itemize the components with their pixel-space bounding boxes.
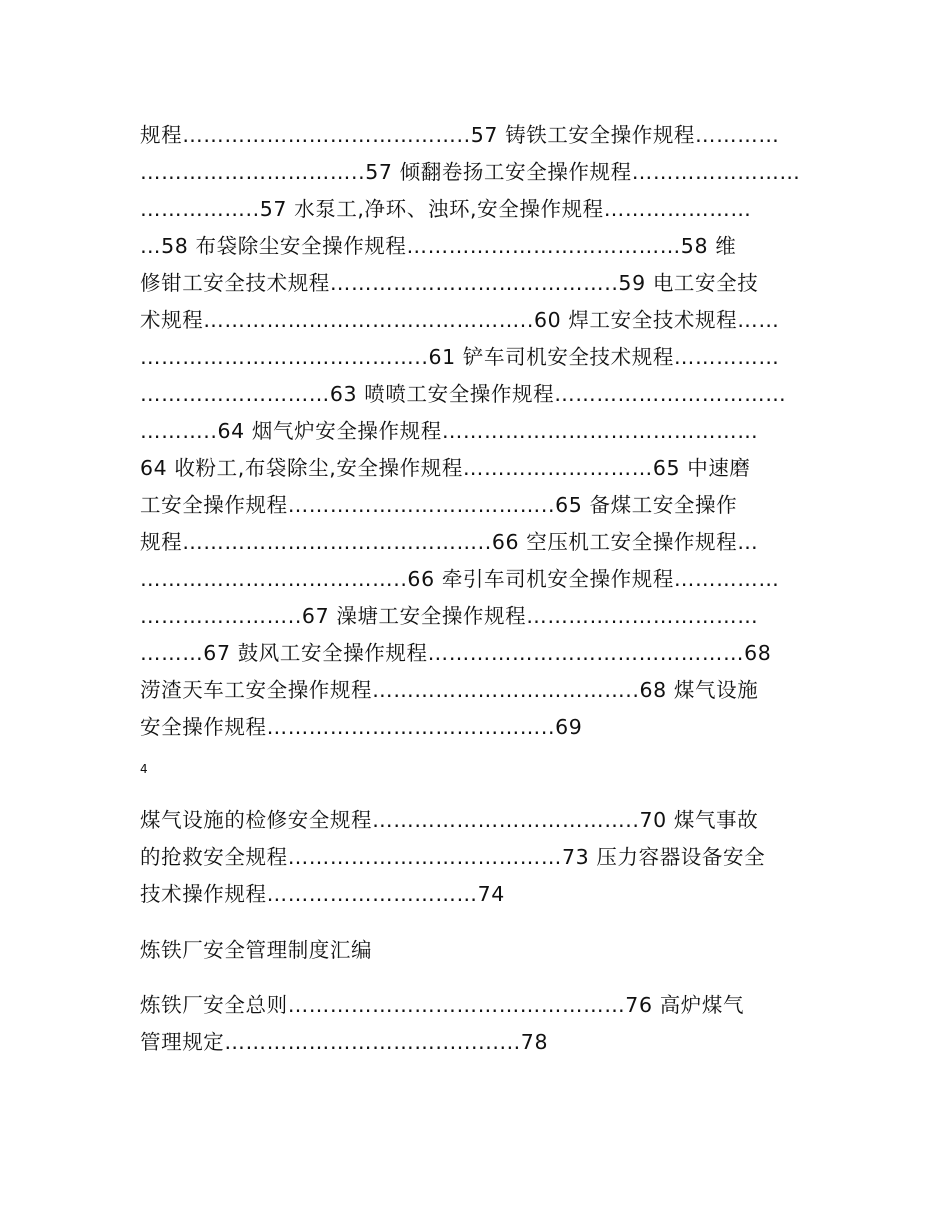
toc-line: 规程…………………………………..57 铸铁工安全操作规程………… xyxy=(140,123,780,147)
toc-line: 工安全操作规程………………………………..65 备煤工安全操作 xyxy=(140,493,738,517)
toc-block-gas-rules xyxy=(140,802,812,913)
page-number: 4 xyxy=(140,762,148,776)
toc-line: …58 布袋除尘安全操作规程…………………………………58 维 xyxy=(140,234,737,258)
toc-line: 规程……………………………………..66 空压机工安全操作规程… xyxy=(140,530,759,554)
toc-line: ………………………63 喷喷工安全操作规程…………………………… xyxy=(140,382,787,406)
toc-line: ………………………………..66 牵引车司机安全操作规程…………… xyxy=(140,567,780,591)
toc-line: 64 收粉工,布袋除尘,安全操作规程………………………65 中速磨 xyxy=(140,456,751,480)
toc-line: …………………………………..61 铲车司机安全技术规程…………… xyxy=(140,345,780,369)
toc-line: ………..64 烟气炉安全操作规程……………………………………… xyxy=(140,419,759,443)
toc-line: 煤气设施的检修安全规程………………………………..70 煤气事故 xyxy=(140,808,759,832)
toc-line: 炼铁厂安全总则…………………………………………76 高炉煤气 xyxy=(140,993,745,1017)
toc-line: 术规程………………………………………..60 焊工安全技术规程…… xyxy=(140,308,780,332)
toc-line: 的抢救安全规程…………………………………73 压力容器设备安全 xyxy=(140,845,766,869)
toc-line: …………………………..57 倾翻卷扬工安全操作规程…………………… xyxy=(140,160,801,184)
toc-line: 修钳工安全技术规程…………………………………..59 电工安全技 xyxy=(140,271,759,295)
toc-block-management-rules xyxy=(140,987,812,1061)
toc-line: 管理规定…………………………............78 xyxy=(140,1030,549,1054)
toc-line: ………67 鼓风工安全操作规程………………………………………68 xyxy=(140,641,772,665)
section-title: 炼铁厂安全管理制度汇编 xyxy=(140,938,373,962)
toc-block-safety-rules xyxy=(140,117,812,746)
toc-line: 安全操作规程…………………………………..69 xyxy=(140,715,583,739)
toc-line: …………………..67 澡塘工安全操作规程…………………………… xyxy=(140,604,759,628)
toc-line: 技术操作规程…………………………74 xyxy=(140,882,505,906)
toc-line: 涝渣天车工安全操作规程………………………………..68 煤气设施 xyxy=(140,678,759,702)
toc-line: ……………..57 水泵工,净环、浊环,安全操作规程………………… xyxy=(140,197,752,221)
